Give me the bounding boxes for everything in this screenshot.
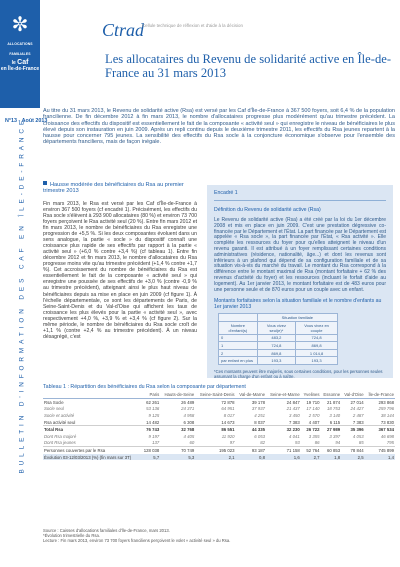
amounts-cell: 193,3 (296, 357, 338, 365)
table-cell: 19 710 (306, 399, 320, 405)
table-cell: 72 878 (221, 399, 235, 405)
table-cell: 21 437 (286, 406, 300, 412)
table-cell: 745 899 (365, 447, 395, 454)
table-column-header: Seine-et-Marne (266, 391, 301, 399)
source-line: Lecture : Fin mars 2013, environ 73 700 foyers franciliens perçoivent le volet « activité seul » du Rsa. (43, 538, 231, 544)
table-row-label: Dont Rsa jeunes (44, 440, 76, 446)
table-cell: 85 (358, 440, 364, 446)
intro-paragraph: Au titre du 31 mars 2013, le Revenu de solidarité active (Rsa) est versé par les Caf d'Île-de-France à 367 500 foyers, soit 6,4 % de la population francilienne. De fin décembre 2012 à fin mars 2013, le nombre d'allocataires progresse plus modérément qu'au trimestre précédent. La croissance des effectifs du dispositif est essentiellement le fait de la composante « activité seul » qui enregistre le niveau de bénéficiaires le plus élevé depuis son instauration en juin 2009. Après un repli continu depuis le deuxième trimestre 2011, les effectifs du Rsa jeunes repartent à la hausse pour concerner 795 jeunes. La sensibilité des effectifs du Rsa socle à la conjoncture économique s'observe pour l'ensemble des départements franciliens, mais de façon inégale. (43, 108, 395, 146)
table-cell: 73 830 (380, 419, 394, 425)
table-row-label: Rsa Socle (44, 399, 64, 405)
box-text: Le Revenu de solidarité active (Rsa) a été créé par la loi du 1er décembre 2008 et mis en place en juin 2009. C'est une prestation dégressive co-financée par le Département et l'État. La part financée par le Département est appelée « Rsa socle », la part financée par l'État, « Rsa activité ». Elle complète les ressources du foyer pour qu'elles atteignent le niveau d'un revenu garanti. Il est attribué à un foyer remplissant certaines conditions administratives (résidence, nationalité, âge...) et dont les revenus sont inférieurs à un plafond qui dépend de sa configuration familiale et de sa situation vis-à-vis du marché du travail. Le montant du Rsa correspond à la différence entre le montant maximal de Rsa (montant forfaitaire + 62 % des revenus d'activité du foyer) et les ressources (incluant le forfait d'aide au logement). Au 1er janvier 2013, le montant forfaitaire est de 483 euros pour une personne seule et de 870 euros pour un couple avec un enfant. (214, 217, 386, 293)
table-cell: 93 187 (236, 447, 266, 454)
table-cell: 21 874 (326, 399, 341, 405)
amounts-header: Vous vivez seul(e)* (257, 321, 295, 334)
table-cell: 70 749 (160, 447, 195, 454)
snowflake-icon: ✼ (11, 14, 29, 36)
table-row-label: Dont Rsa majoré (44, 433, 77, 439)
table-cell: 86 551 (195, 426, 235, 433)
table-cell: 195 023 (195, 447, 235, 454)
amounts-cell: 869,8 (257, 349, 295, 357)
table-cell: 128 038 (141, 447, 160, 454)
table-cell: 86 (314, 440, 320, 446)
logo-text-allocations: ALLOCATIONS (7, 42, 33, 46)
table-cell: 4 405 (183, 433, 195, 439)
table-cell: 18 753 (326, 406, 341, 412)
box-subtitle-2: Montants forfaitaires selon la situation familiale et le nombre d'enfants au 1er janvier 2013 (214, 298, 382, 311)
table-cell: 6 115 (329, 419, 341, 425)
table-cell: 0,8 (236, 454, 266, 461)
table-cell: 94 (335, 440, 341, 446)
table-cell: 44 335 (236, 426, 266, 433)
table-cell: 76 743 (141, 426, 160, 433)
amounts-row-label: 1 (219, 342, 258, 350)
table-cell: 3 355 (308, 433, 320, 439)
table-cell: 3 140 (329, 412, 341, 418)
table-row-label: Rsa activité seul (44, 419, 76, 425)
table-column-header: Yvelines (301, 391, 321, 399)
table-cell: 259 796 (378, 406, 394, 412)
table-cell: 32 230 (266, 426, 301, 433)
table-cell: 4 958 (183, 412, 195, 418)
table-cell: 26 489 (181, 399, 195, 405)
table-cell: 8 037 (254, 419, 266, 425)
brand-logo: Ctrad (102, 20, 145, 40)
amounts-row-label: 0 (219, 334, 258, 342)
source-line: *Évolution trimestrielle du Rsa. (43, 533, 101, 539)
section-body: Fin mars 2013, le Rsa est versé par les Caf d'Île-de-France à environ 367 500 foyers (cf encadré 1). Précisément, les effectifs du Rsa socle s'élèvent à 293 900 allocataires (80 %) et environ 73 700 foyers perçoivent le Rsa activité seul (20 %). Entre fin mars 2012 et fin mars 2013, le nombre de bénéficiaires du Rsa enregistre une progression de +5,5 %. Si les deux composantes évoluent dans un sens analogue, la partie « socle » du dispositif connaît une croissance plus rapide de ses effectifs par rapport à la partie « activité seul » (+6,0 % contre +3,4 %) (cf tableau 1). Entre fin décembre 2012 et fin mars 2013, le nombre d'allocataires du Rsa progresse moins vite qu'au trimestre précédent (+1,4 % contre +1,7 %). Cet accroissement du nombre de bénéficiaires du Rsa est essentiellement le fait de la composante « activité seul » qui enregistre une poussée de ses effectifs de +3,0 % (contre -0,9 % au trimestre précédent), atteignant ainsi le plus haut niveau de bénéficiaires depuis sa mise en place en juin 2009 (cf figure 1). À l'échelle départementale, ce sont les départements de Paris, de Seine-Saint-Denis et du Val-d'Oise qui affichent les taux de croissance les plus élevés pour la partie « activité seul », avec respectivement +4,0 %, +3,9 % et +3,4 % (cf figure 2). Sur la même période, le nombre de bénéficiaires du Rsa socle croît de +1,1 % (contre +2,4 % au trimestre précédent). À un niveau désagrégé, c'est (43, 200, 197, 340)
table-column-header: Val-d'Oise (341, 391, 364, 399)
amounts-cell: 724,8 (257, 342, 295, 350)
table-cell: 38 144 (380, 412, 394, 418)
table-cell: 93 (294, 440, 300, 446)
table-cell: 37 937 (251, 406, 266, 412)
table-cell: 60 853 (321, 447, 342, 454)
table-cell: 78 844 (341, 447, 364, 454)
table-row (43, 419, 395, 426)
table-cell: 7 383 (289, 419, 300, 425)
amounts-header: Vous vivez en couple (296, 321, 338, 334)
square-bullet-icon (43, 181, 47, 185)
table-cell: 137 (152, 440, 160, 446)
table-cell: 14 482 (146, 419, 160, 425)
table-cell: 795 (386, 440, 394, 446)
logo-caf-text: le Caf en Île-de-France (0, 59, 40, 73)
amounts-row (219, 334, 338, 342)
box-subtitle: Définition du Revenu de solidarité active (Rsa) (214, 207, 321, 213)
table-row-label: Total Rsa (43, 426, 141, 433)
table-cell: 2 487 (352, 412, 364, 418)
table-cell: 64 951 (221, 406, 235, 412)
caf-logo (0, 0, 40, 108)
table-cell: 26 722 (301, 426, 321, 433)
table-cell: 35 396 (341, 426, 364, 433)
sidebar (0, 0, 48, 567)
table-cell: 62 261 (146, 399, 160, 405)
table-cell: 82 (260, 440, 266, 446)
table-column-header: Hauts-de-Seine (160, 391, 195, 399)
table-cell: 367 534 (365, 426, 395, 433)
amounts-group-header: Situation familiale (257, 314, 337, 322)
table-cell: 39 178 (251, 399, 266, 405)
amounts-cell: 1 014,8 (296, 349, 338, 357)
table-cell: 17 140 (306, 406, 320, 412)
table-cell: 2 570 (308, 412, 320, 418)
table-cell: 1,4 (365, 454, 395, 461)
table-cell: 4 053 (352, 433, 364, 439)
table-cell: 3 450 (289, 412, 300, 418)
table-column-header: Paris (141, 391, 160, 399)
table-cell: 4 041 (289, 433, 300, 439)
amounts-cell: 724,8 (296, 334, 338, 342)
logo-text-familiales: FAMILIALES (9, 52, 31, 57)
table-cell: 293 868 (378, 399, 394, 405)
table-row (43, 406, 395, 413)
table-cell: 2,5 (341, 454, 364, 461)
table-cell: 27 989 (321, 426, 342, 433)
amounts-table (218, 313, 338, 365)
table-cell: 1,6 (266, 454, 301, 461)
table-column-header: Essonne (321, 391, 342, 399)
table-row (43, 426, 395, 433)
amounts-row-label: 2 (219, 349, 258, 357)
main-column (43, 181, 197, 340)
section-title: Hausse modérée des bénéficiaires du Rsa au premier trimestre 2013 (43, 182, 184, 195)
table-column-header: Île-de-France (365, 391, 395, 399)
table-row (43, 412, 395, 419)
table-cell: 14 673 (221, 419, 235, 425)
table-cell: 32 768 (160, 426, 195, 433)
table-row-label: Socle et activité (44, 412, 75, 418)
box-header: Encadré 1 (214, 190, 386, 201)
table-row (43, 454, 395, 461)
table-cell: 8 017 (223, 412, 235, 418)
amounts-cell: 869,8 (296, 342, 338, 350)
table-row-label: Personnes couvertes par le Rsa (43, 447, 141, 454)
amounts-row (219, 349, 338, 357)
table-cell: 4 251 (254, 412, 266, 418)
table-cell: 24 847 (286, 399, 300, 405)
table-cell: 6 053 (254, 433, 266, 439)
amounts-cell: 483,2 (257, 334, 295, 342)
table-row (43, 440, 395, 447)
table-row (43, 399, 395, 406)
table-column-header (43, 391, 141, 399)
table-row-label: Socle seul (44, 406, 64, 412)
amounts-row (219, 357, 338, 365)
brand-subtitle: Cellule technique de réflexion et d'aide à la décision (142, 23, 243, 28)
table-cell: 6 308 (183, 419, 195, 425)
table-row (43, 447, 395, 454)
table-cell: 9 197 (148, 433, 160, 439)
table-row (43, 433, 395, 440)
table-title: Tableau 1 : Répartition des bénéficiaires du Rsa selon la composante par département (43, 384, 246, 390)
table-cell: 71 158 (266, 447, 301, 454)
amounts-corner (219, 314, 258, 322)
sources-note (43, 528, 395, 544)
table-cell: 60 (189, 440, 195, 446)
table-cell: 5,3 (160, 454, 195, 461)
table-cell: 9 125 (148, 412, 160, 418)
table-cell: 5,7 (141, 454, 160, 461)
table-cell: 27 014 (350, 399, 364, 405)
table-cell: 97 (229, 440, 235, 446)
table-row-label: Évolution 03-12/03/2013 (%) (fin mars sur 3T) (43, 454, 141, 461)
department-table (43, 391, 395, 460)
table-cell: 3 397 (329, 433, 341, 439)
source-line: Source : Caisses d'allocations familiales d'Île-de-France, mars 2013. (43, 528, 170, 533)
amounts-row (219, 342, 338, 350)
page-title: Les allocataires du Revenu de solidarité active en Île-de-France au 31 mars 2013 (105, 52, 392, 80)
table-column-header: Val-de-Marne (236, 391, 266, 399)
box-note: *Ces montants peuvent être majorés, sous certaines conditions, pour les personnes seules assumant la charge d'un enfant ou à naître. (214, 368, 383, 379)
table-cell: 53 136 (146, 406, 160, 412)
table-cell: 2,7 (301, 454, 321, 461)
table-cell: 52 764 (301, 447, 321, 454)
table-cell: 7 383 (352, 419, 364, 425)
issue-number: N°13 - Août 2013 (5, 118, 48, 124)
amounts-row-label: par enfant en plus (219, 357, 258, 365)
table-cell: 46 698 (380, 433, 394, 439)
table-cell: 24 427 (350, 406, 364, 412)
vertical-bulletin-title: BULLETIN D'INFORMATION DES CAF EN ÎLE-DE-FRANCE (18, 116, 26, 474)
amounts-cell: 193,3 (257, 357, 295, 365)
table-cell: 11 920 (221, 433, 235, 439)
table-column-header: Seine-Saint-Denis (195, 391, 235, 399)
amounts-header: Nombre d'enfant(s) (219, 321, 258, 334)
table-cell: 24 371 (181, 406, 195, 412)
table-cell: 2,1 (195, 454, 235, 461)
table-cell: 4 407 (308, 419, 320, 425)
table-cell: 1,8 (321, 454, 342, 461)
encadre-box (207, 185, 393, 378)
